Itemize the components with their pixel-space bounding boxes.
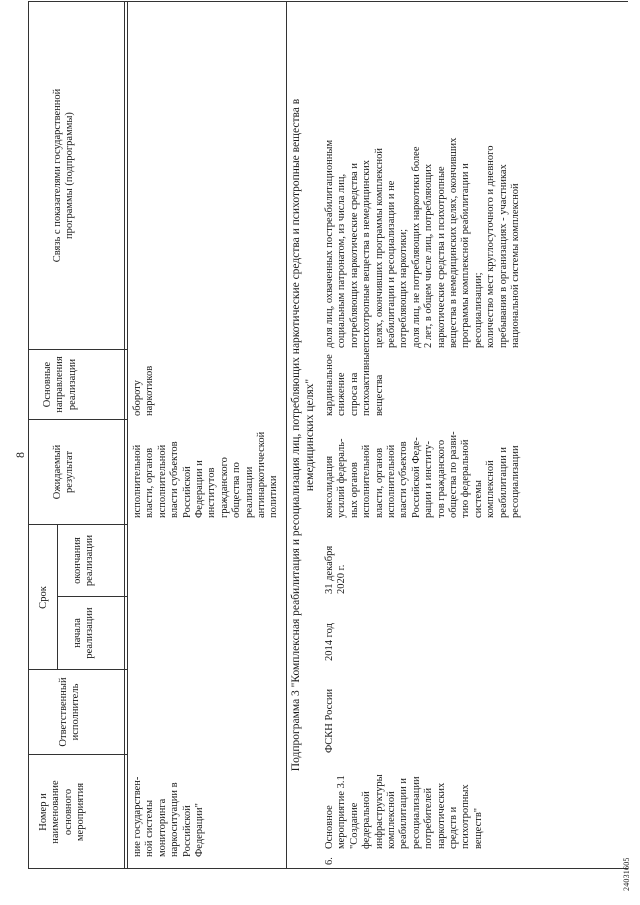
col-separator-2 <box>28 669 128 670</box>
document-code: 24031605 <box>622 857 631 891</box>
header-double-border <box>127 1 128 869</box>
row6-responsible: ФСКН России <box>324 688 335 753</box>
row6-term-end: 31 декабря 2020 г. <box>324 545 348 594</box>
col-separator-3 <box>28 524 128 525</box>
row6-indicators-link: доля лиц, охваченных постреабилитационным социальным патронатом, из числа лиц, потребляющих наркотические средства и психотропные вещества в немедицинских целях, окончивших программы комплексной реабилитации и ресоциализации и не потребляющих наркотики; доля лиц, не потребляющих наркотики более 2 лет, в общем числе лиц, потребляющих наркотические средства и психотропные вещества в немедицинских целях, окончивших программы комплексной реабилитации и ресоциализации; количество мест круглосуточного и дневного пребывания в организациях - участниках национальной системы комплексной <box>324 137 522 348</box>
continuation-measure-name: ние государствен- ной системы мониторинга наркоситуации в Российской Федерации" <box>132 776 206 857</box>
table-top-border <box>28 1 29 869</box>
header-expected-result: Ожидаемый результат <box>52 444 76 500</box>
continuation-row-border <box>286 1 287 869</box>
col-separator-1 <box>28 754 128 755</box>
continuation-main-directions: обороту наркотиков <box>132 365 156 416</box>
header-main-directions: Основные направления реализации <box>42 356 78 413</box>
header-responsible: Ответственный исполнитель <box>58 677 82 747</box>
subprogram-3-title: Подпрограмма 3 "Комплексная реабилитация и ресоциализация лиц, потребляющих наркотические средства и психотропные вещества в немедицинских целях" <box>290 98 316 772</box>
srok-group-underline <box>57 525 58 670</box>
row6-main-directions: кардинальное снижение спроса на психоактивные вещества <box>324 347 385 416</box>
header-term-group: Срок <box>38 586 49 609</box>
header-indicators-link: Связь с показателями государственной программы (подпрограммы) <box>52 88 76 263</box>
row6-expected-result: консолидация усилий федераль- ных органов исполнительной власти, органов исполнительной власти субъектов Российской Феде- рации и институ- тов гражданского общества по разви- тию федеральной системы комплексной реабилитации и ресоциализации <box>324 431 522 518</box>
header-bottom-border <box>124 1 125 869</box>
srok-inner-separator <box>57 596 128 597</box>
row6-term-start: 2014 год <box>324 623 335 661</box>
row6-number: 6. <box>324 857 335 865</box>
continuation-expected-result: исполнительной власти, органов исполнительной власти субъектов Российской Федерации и институтов гражданского общества по реализации антинаркотической политики <box>132 431 280 518</box>
row6-measure-name: Основное мероприятие 3.1 "Создание федеральной инфраструктуры комплексной реабилитации и ресоциализации потребителей наркотических средств и психотропных веществ" <box>324 774 484 849</box>
col-separator-4 <box>28 419 128 420</box>
header-number-and-name: Номер и наименование основного мероприятия <box>38 780 87 844</box>
table-right-border <box>28 1 628 2</box>
col-separator-5 <box>28 349 128 350</box>
page-number: 8 <box>13 452 27 458</box>
table-left-border <box>28 868 628 869</box>
header-term-end: окончания реализации <box>72 534 96 587</box>
header-term-start: начала реализации <box>72 607 96 659</box>
